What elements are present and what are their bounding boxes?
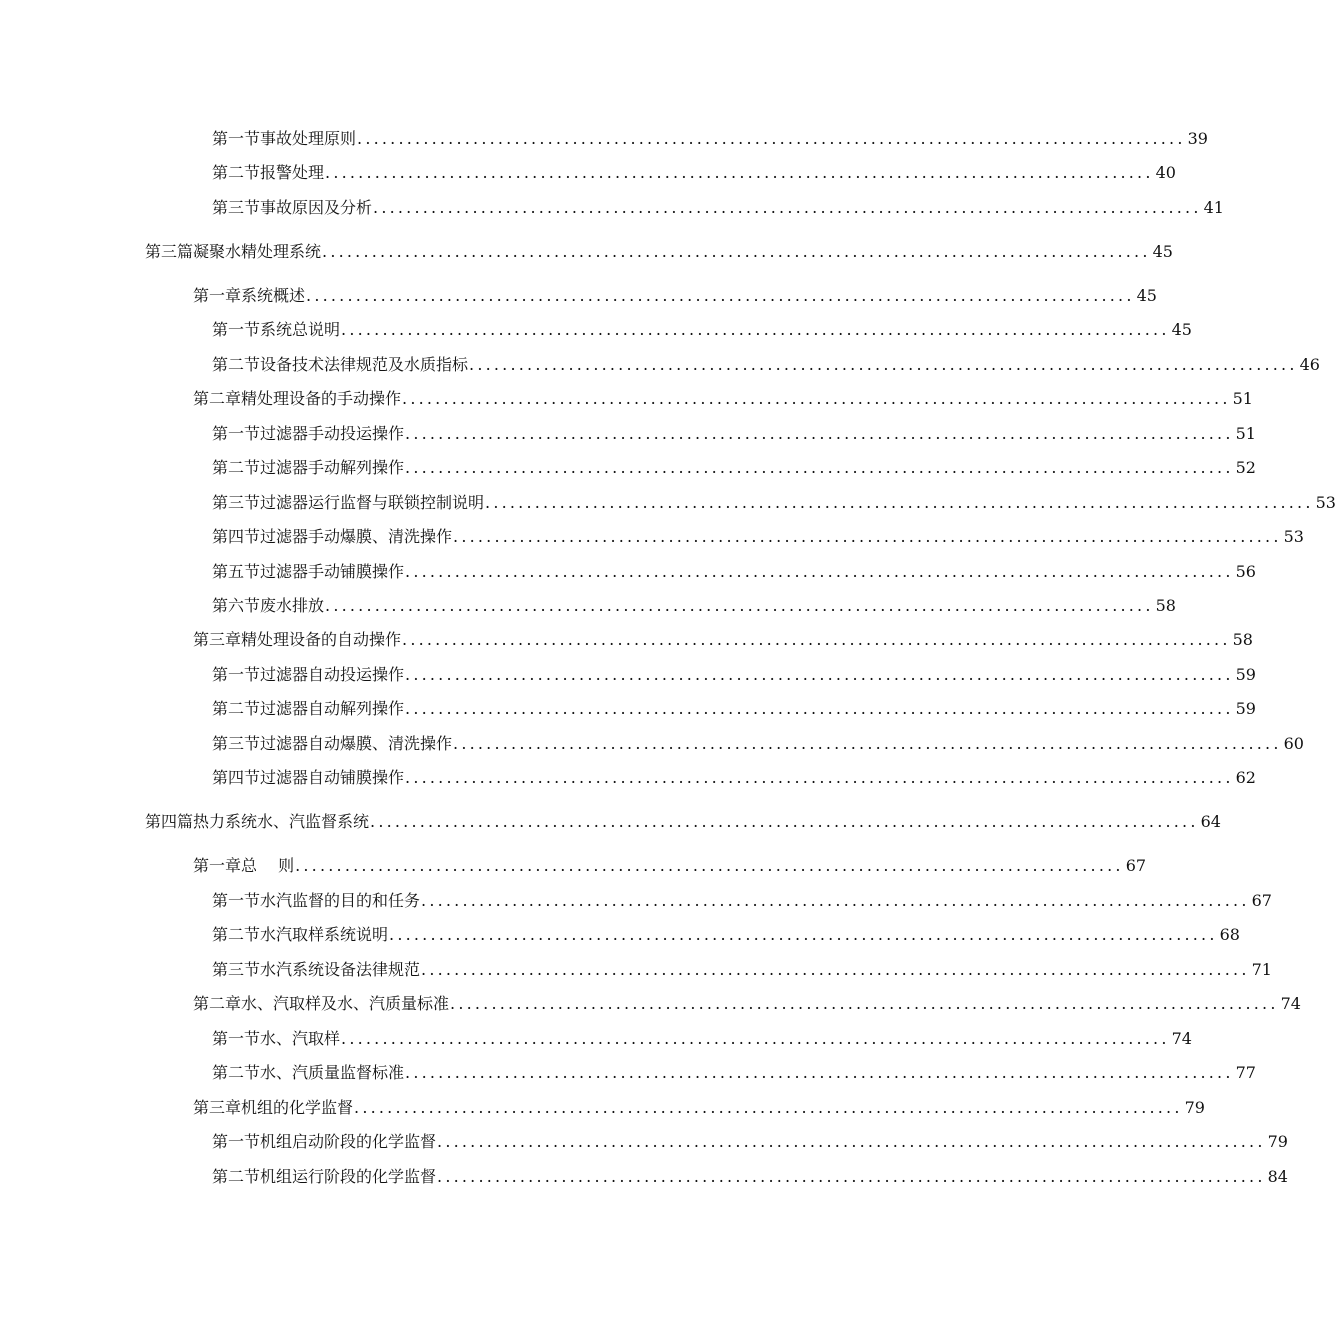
entry-page: 39 — [1187, 129, 1208, 148]
dot-leader: .................................................................................................... — [402, 630, 1231, 649]
entry-number: 第二章 — [193, 389, 242, 408]
entry-title: 水、汽取样 — [260, 1029, 341, 1048]
entry-number: 第四节 — [212, 527, 261, 546]
toc-entry-part — [145, 237, 1173, 263]
dot-leader: .................................................................................................... — [405, 699, 1234, 718]
toc-entry — [212, 920, 1240, 946]
dot-leader: .................................................................................................... — [437, 1132, 1266, 1151]
entry-page: 58 — [1155, 596, 1176, 615]
entry-title: 总 则 — [241, 856, 295, 875]
toc-entry — [212, 591, 1176, 617]
entry-page: 79 — [1267, 1132, 1288, 1151]
dot-leader: .................................................................................................... — [405, 665, 1234, 684]
dot-leader: .................................................................................................... — [405, 1063, 1234, 1082]
entry-page: 62 — [1235, 768, 1256, 787]
toc-entry — [212, 522, 1304, 548]
entry-title: 水、汽取样及水、汽质量标准 — [241, 994, 450, 1013]
entry-number: 第一节 — [212, 891, 261, 910]
toc-entry — [212, 350, 1320, 376]
entry-title: 系统总说明 — [260, 320, 341, 339]
entry-number: 第二节 — [212, 355, 261, 374]
entry-number: 第二节 — [212, 1167, 261, 1186]
dot-leader: .................................................................................................... — [389, 925, 1218, 944]
entry-page: 67 — [1251, 891, 1272, 910]
dot-leader: .................................................................................................... — [421, 960, 1250, 979]
entry-title: 水汽系统设备法律规范 — [260, 960, 421, 979]
entry-title: 水汽取样系统说明 — [260, 925, 389, 944]
entry-number: 第三章 — [193, 630, 242, 649]
dot-leader: .................................................................................................... — [405, 562, 1234, 581]
dot-leader: .................................................................................................... — [453, 734, 1282, 753]
dot-leader: .................................................................................................... — [325, 596, 1154, 615]
entry-number: 第三节 — [212, 734, 261, 753]
entry-number: 第四节 — [212, 768, 261, 787]
entry-number: 第一节 — [212, 320, 261, 339]
entry-number: 第三节 — [212, 198, 261, 217]
entry-page: 59 — [1235, 699, 1256, 718]
entry-page: 41 — [1203, 198, 1224, 217]
entry-title: 事故原因及分析 — [260, 198, 373, 217]
dot-leader: .................................................................................................... — [325, 163, 1154, 182]
dot-leader: .................................................................................................... — [322, 242, 1151, 261]
entry-title: 过滤器手动解列操作 — [260, 458, 405, 477]
entry-title: 设备技术法律规范及水质指标 — [260, 355, 469, 374]
toc-entry — [212, 660, 1256, 686]
dot-leader: .................................................................................................... — [306, 286, 1135, 305]
entry-title: 过滤器自动爆膜、清洗操作 — [260, 734, 453, 753]
toc-entry — [212, 729, 1304, 755]
entry-number: 第二节 — [212, 1063, 261, 1082]
dot-leader: .................................................................................................... — [405, 768, 1234, 787]
toc-entry — [212, 763, 1256, 789]
entry-title: 系统概述 — [241, 286, 306, 305]
entry-number: 第二节 — [212, 163, 261, 182]
entry-title: 废水排放 — [260, 596, 325, 615]
entry-number: 第二章 — [193, 994, 242, 1013]
dot-leader: .................................................................................................... — [295, 856, 1124, 875]
entry-page: 84 — [1267, 1167, 1288, 1186]
entry-number: 第一节 — [212, 665, 261, 684]
entry-title: 凝聚水精处理系统 — [193, 242, 322, 261]
toc-entry-chapter — [193, 851, 1147, 877]
toc-entry — [212, 124, 1208, 150]
entry-number: 第三节 — [212, 493, 261, 512]
dot-leader: .................................................................................................... — [373, 198, 1202, 217]
dot-leader: .................................................................................................... — [437, 1167, 1266, 1186]
entry-page: 45 — [1171, 320, 1192, 339]
toc-entry-chapter — [193, 989, 1301, 1015]
entry-title: 过滤器自动铺膜操作 — [260, 768, 405, 787]
entry-number: 第六节 — [212, 596, 261, 615]
entry-page: 60 — [1283, 734, 1304, 753]
toc-entry — [212, 1024, 1192, 1050]
toc-entry — [212, 488, 1336, 514]
entry-number: 第一节 — [212, 1029, 261, 1048]
entry-page: 74 — [1280, 994, 1301, 1013]
toc-entry — [212, 694, 1256, 720]
entry-page: 74 — [1171, 1029, 1192, 1048]
entry-title: 机组启动阶段的化学监督 — [260, 1132, 437, 1151]
entry-title: 精处理设备的手动操作 — [241, 389, 402, 408]
dot-leader: .................................................................................................... — [357, 129, 1186, 148]
entry-title: 过滤器自动解列操作 — [260, 699, 405, 718]
dot-leader: .................................................................................................... — [453, 527, 1282, 546]
dot-leader: .................................................................................................... — [469, 355, 1298, 374]
entry-number: 第一节 — [212, 1132, 261, 1151]
entry-page: 64 — [1200, 812, 1221, 831]
toc-entry-chapter — [193, 625, 1253, 651]
entry-page: 79 — [1184, 1098, 1205, 1117]
entry-page: 51 — [1235, 424, 1256, 443]
entry-number: 第一节 — [212, 129, 261, 148]
dot-leader: .................................................................................................... — [450, 994, 1279, 1013]
entry-title: 水、汽质量监督标准 — [260, 1063, 405, 1082]
entry-page: 68 — [1219, 925, 1240, 944]
entry-page: 52 — [1235, 458, 1256, 477]
entry-page: 59 — [1235, 665, 1256, 684]
entry-title: 机组的化学监督 — [241, 1098, 354, 1117]
dot-leader: .................................................................................................... — [421, 891, 1250, 910]
entry-page: 45 — [1136, 286, 1157, 305]
toc-entry — [212, 315, 1192, 341]
entry-number: 第三章 — [193, 1098, 242, 1117]
entry-page: 46 — [1299, 355, 1320, 374]
entry-title: 过滤器运行监督与联锁控制说明 — [260, 493, 485, 512]
dot-leader: .................................................................................................... — [405, 458, 1234, 477]
entry-number: 第二节 — [212, 458, 261, 477]
toc-entry — [212, 419, 1256, 445]
entry-number: 第二节 — [212, 925, 261, 944]
entry-page: 71 — [1251, 960, 1272, 979]
entry-number: 第一章 — [193, 286, 242, 305]
entry-title: 事故处理原则 — [260, 129, 357, 148]
entry-page: 51 — [1232, 389, 1253, 408]
entry-title: 机组运行阶段的化学监督 — [260, 1167, 437, 1186]
entry-number: 第一章 — [193, 856, 242, 875]
dot-leader: .................................................................................................... — [402, 389, 1231, 408]
toc-entry — [212, 1127, 1288, 1153]
entry-title: 过滤器自动投运操作 — [260, 665, 405, 684]
entry-number: 第四篇 — [145, 812, 194, 831]
toc-entry — [212, 158, 1176, 184]
dot-leader: .................................................................................................... — [341, 1029, 1170, 1048]
dot-leader: .................................................................................................... — [405, 424, 1234, 443]
entry-page: 53 — [1283, 527, 1304, 546]
entry-number: 第五节 — [212, 562, 261, 581]
entry-number: 第三节 — [212, 960, 261, 979]
entry-page: 56 — [1235, 562, 1256, 581]
entry-title: 水汽监督的目的和任务 — [260, 891, 421, 910]
entry-page: 67 — [1125, 856, 1147, 875]
toc-entry-chapter — [193, 1093, 1205, 1119]
dot-leader: .................................................................................................... — [341, 320, 1170, 339]
dot-leader: .................................................................................................... — [370, 812, 1199, 831]
toc-entry — [212, 193, 1224, 219]
toc-entry-chapter — [193, 281, 1157, 307]
dot-leader: .................................................................................................... — [354, 1098, 1183, 1117]
entry-title: 过滤器手动投运操作 — [260, 424, 405, 443]
entry-title: 热力系统水、汽监督系统 — [193, 812, 370, 831]
entry-title: 过滤器手动爆膜、清洗操作 — [260, 527, 453, 546]
entry-page: 40 — [1155, 163, 1176, 182]
toc-entry — [212, 453, 1256, 479]
dot-leader: .................................................................................................... — [485, 493, 1314, 512]
entry-page: 53 — [1315, 493, 1336, 512]
toc-entry-chapter — [193, 384, 1253, 410]
entry-page: 58 — [1232, 630, 1253, 649]
toc-entry — [212, 886, 1272, 912]
entry-number: 第一节 — [212, 424, 261, 443]
toc-entry — [212, 557, 1256, 583]
entry-title: 精处理设备的自动操作 — [241, 630, 402, 649]
toc-entry — [212, 955, 1272, 981]
toc-entry — [212, 1162, 1288, 1188]
entry-title: 过滤器手动铺膜操作 — [260, 562, 405, 581]
entry-number: 第二节 — [212, 699, 261, 718]
entry-page: 45 — [1152, 242, 1173, 261]
toc-entry — [212, 1058, 1256, 1084]
toc-entry-part — [145, 807, 1221, 833]
entry-page: 77 — [1235, 1063, 1256, 1082]
entry-number: 第三篇 — [145, 242, 194, 261]
entry-title: 报警处理 — [260, 163, 325, 182]
